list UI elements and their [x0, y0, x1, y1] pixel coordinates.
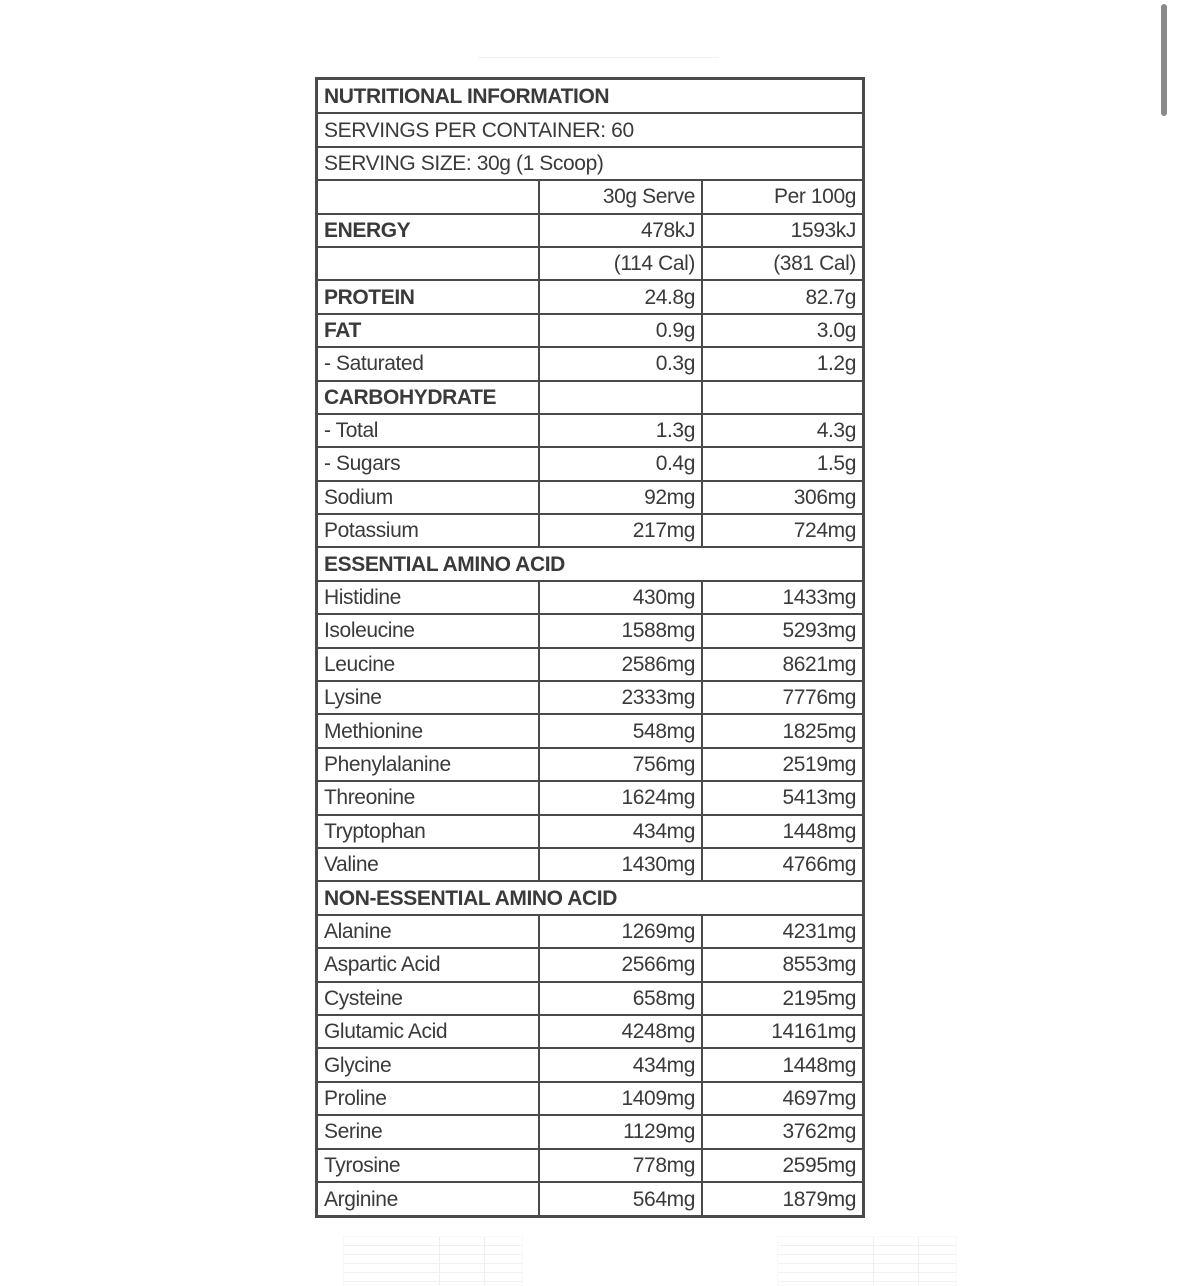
nutrition-label — [315, 77, 865, 1218]
table-row — [318, 714, 862, 747]
table-row — [318, 1048, 862, 1081]
table-row — [318, 280, 862, 313]
table-row — [318, 948, 862, 981]
serve-value: 658mg — [539, 982, 702, 1015]
table-row — [318, 1115, 862, 1148]
serve-value: 1588mg — [539, 614, 702, 647]
per100-value: (381 Cal) — [702, 247, 862, 280]
label-title: NUTRITIONAL INFORMATION — [318, 80, 862, 113]
column-header-row — [318, 180, 862, 213]
per100-value: 724mg — [702, 514, 862, 547]
serve-value: (114 Cal) — [539, 247, 702, 280]
per100-value: 1448mg — [702, 1048, 862, 1081]
nutrient-name: ENERGY — [318, 214, 539, 247]
per100-value: 1825mg — [702, 714, 862, 747]
nutrient-name: - Sugars — [318, 447, 539, 480]
thumbnail-divider — [918, 1237, 919, 1285]
thumbnail-divider — [484, 1237, 485, 1285]
serve-value: 24.8g — [539, 280, 702, 313]
serve-value: 1.3g — [539, 414, 702, 447]
serve-value: 1129mg — [539, 1115, 702, 1148]
servings-row — [318, 113, 862, 146]
table-row — [318, 414, 862, 447]
column-header-per100: Per 100g — [702, 180, 862, 213]
amino-name: Serine — [318, 1115, 539, 1148]
table-row — [318, 1082, 862, 1115]
amino-name: Valine — [318, 848, 539, 881]
per100-value: 8553mg — [702, 948, 862, 981]
serve-value: 1430mg — [539, 848, 702, 881]
table-row — [318, 982, 862, 1015]
serve-value: 4248mg — [539, 1015, 702, 1048]
table-row — [318, 381, 862, 414]
per100-value: 306mg — [702, 481, 862, 514]
serve-value: 548mg — [539, 714, 702, 747]
per100-value: 3762mg — [702, 1115, 862, 1148]
serve-value: 1409mg — [539, 1082, 702, 1115]
serve-value: 756mg — [539, 748, 702, 781]
serve-value: 434mg — [539, 1048, 702, 1081]
table-row — [318, 815, 862, 848]
serve-value — [539, 381, 702, 414]
serve-value: 2586mg — [539, 648, 702, 681]
amino-name: Tryptophan — [318, 815, 539, 848]
per100-value: 14161mg — [702, 1015, 862, 1048]
per100-value — [702, 381, 862, 414]
essential-header-row — [318, 547, 862, 580]
table-row — [318, 514, 862, 547]
faded-table-thumbnail — [777, 1236, 957, 1286]
table-row — [318, 648, 862, 681]
amino-name: Tyrosine — [318, 1149, 539, 1182]
serving-size: SERVING SIZE: 30g (1 Scoop) — [318, 147, 862, 180]
column-header-serve: 30g Serve — [539, 180, 702, 213]
serving-size-row — [318, 147, 862, 180]
serve-value: 434mg — [539, 815, 702, 848]
per100-value: 2595mg — [702, 1149, 862, 1182]
amino-name: Glutamic Acid — [318, 1015, 539, 1048]
serve-value: 430mg — [539, 581, 702, 614]
amino-name: Phenylalanine — [318, 748, 539, 781]
nutrient-name: CARBOHYDRATE — [318, 381, 539, 414]
column-header-name — [318, 180, 539, 213]
nutrient-name: FAT — [318, 314, 539, 347]
table-row — [318, 1149, 862, 1182]
nutrient-name: Potassium — [318, 514, 539, 547]
table-row — [318, 781, 862, 814]
table-row — [318, 581, 862, 614]
divider — [478, 57, 718, 58]
serve-value: 2566mg — [539, 948, 702, 981]
nonessential-header-row — [318, 881, 862, 914]
per100-value: 2195mg — [702, 982, 862, 1015]
per100-value: 4.3g — [702, 414, 862, 447]
thumbnail-divider — [873, 1237, 874, 1285]
amino-name: Lysine — [318, 681, 539, 714]
nutrition-table — [318, 80, 862, 1215]
amino-name: Isoleucine — [318, 614, 539, 647]
table-row — [318, 481, 862, 514]
thumbnail-divider — [439, 1237, 440, 1285]
table-row — [318, 614, 862, 647]
amino-name: Histidine — [318, 581, 539, 614]
per100-value: 1879mg — [702, 1182, 862, 1215]
serve-value: 0.9g — [539, 314, 702, 347]
amino-name: Arginine — [318, 1182, 539, 1215]
header-row — [318, 80, 862, 113]
table-row — [318, 1015, 862, 1048]
table-row — [318, 247, 862, 280]
per100-value: 4766mg — [702, 848, 862, 881]
amino-name: Threonine — [318, 781, 539, 814]
amino-name: Methionine — [318, 714, 539, 747]
per100-value: 1.5g — [702, 447, 862, 480]
serve-value: 0.4g — [539, 447, 702, 480]
essential-amino-header: ESSENTIAL AMINO ACID — [318, 547, 862, 580]
table-row — [318, 1182, 862, 1215]
nonessential-amino-header: NON-ESSENTIAL AMINO ACID — [318, 881, 862, 914]
per100-value: 1433mg — [702, 581, 862, 614]
per100-value: 5293mg — [702, 614, 862, 647]
servings-per-container: SERVINGS PER CONTAINER: 60 — [318, 113, 862, 146]
nutrient-name — [318, 247, 539, 280]
table-row — [318, 347, 862, 380]
scrollbar-thumb[interactable] — [1161, 4, 1167, 116]
amino-name: Proline — [318, 1082, 539, 1115]
per100-value: 82.7g — [702, 280, 862, 313]
page-scrollbar[interactable] — [1159, 0, 1179, 1286]
nutrient-name: Sodium — [318, 481, 539, 514]
per100-value: 1593kJ — [702, 214, 862, 247]
per100-value: 3.0g — [702, 314, 862, 347]
faded-table-thumbnail — [343, 1236, 523, 1286]
serve-value: 564mg — [539, 1182, 702, 1215]
nutrient-name: - Total — [318, 414, 539, 447]
table-row — [318, 848, 862, 881]
table-row — [318, 915, 862, 948]
serve-value: 2333mg — [539, 681, 702, 714]
serve-value: 1624mg — [539, 781, 702, 814]
table-row — [318, 314, 862, 347]
nutrient-name: - Saturated — [318, 347, 539, 380]
table-row — [318, 681, 862, 714]
amino-name: Alanine — [318, 915, 539, 948]
serve-value: 1269mg — [539, 915, 702, 948]
per100-value: 8621mg — [702, 648, 862, 681]
per100-value: 5413mg — [702, 781, 862, 814]
per100-value: 1.2g — [702, 347, 862, 380]
serve-value: 778mg — [539, 1149, 702, 1182]
serve-value: 478kJ — [539, 214, 702, 247]
serve-value: 217mg — [539, 514, 702, 547]
per100-value: 7776mg — [702, 681, 862, 714]
amino-name: Leucine — [318, 648, 539, 681]
per100-value: 2519mg — [702, 748, 862, 781]
nutrient-name: PROTEIN — [318, 280, 539, 313]
table-row — [318, 214, 862, 247]
table-row — [318, 748, 862, 781]
amino-name: Aspartic Acid — [318, 948, 539, 981]
serve-value: 92mg — [539, 481, 702, 514]
per100-value: 4697mg — [702, 1082, 862, 1115]
amino-name: Glycine — [318, 1048, 539, 1081]
per100-value: 4231mg — [702, 915, 862, 948]
amino-name: Cysteine — [318, 982, 539, 1015]
serve-value: 0.3g — [539, 347, 702, 380]
per100-value: 1448mg — [702, 815, 862, 848]
table-row — [318, 447, 862, 480]
